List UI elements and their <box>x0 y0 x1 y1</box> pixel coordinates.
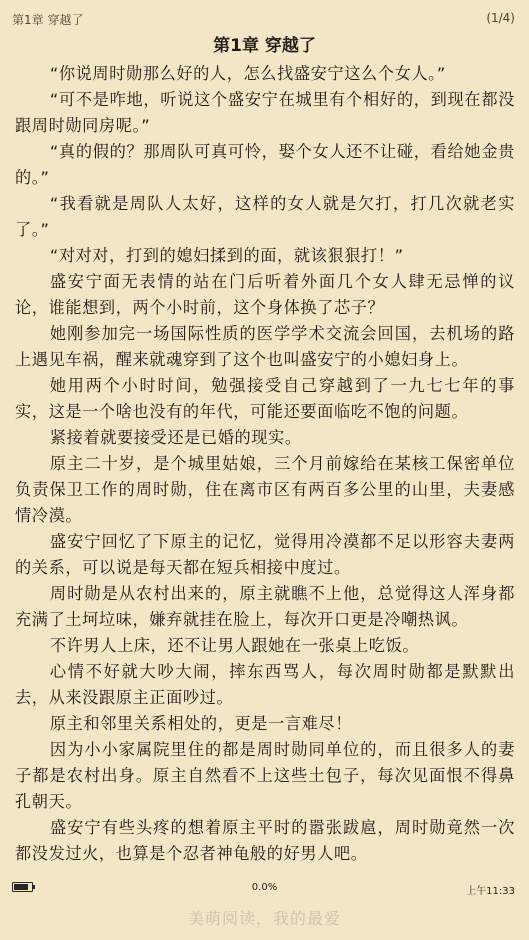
paragraph: 盛安宁有些头疼的想着原主平时的嚣张跋扈，周时勋竟然一次都没发过火，也算是个忍者神龟般的好男人吧。 <box>15 818 515 863</box>
paragraph: 原主二十岁，是个城里姑娘，三个月前嫁给在某核工保密单位负责保卫工作的周时勋，住在离市区有两百多公里的山里，夫妻感情冷漠。 <box>15 454 515 525</box>
app-slogan-footer: 美萌阅读，我的最爱 <box>187 909 341 928</box>
paragraph: 盛安宁回忆了下原主的记忆，觉得用冷漠都不足以形容夫妻两的关系，可以说是每天都在短兵相接中度过。 <box>15 532 515 577</box>
paragraph: 她用两个小时时间，勉强接受自己穿越到了一九七七年的事实，这是一个啥也没有的年代，可能还要面临吃不饱的问题。 <box>15 376 515 421</box>
reader-header <box>0 0 529 34</box>
page-indicator: (1/4) <box>486 11 515 25</box>
paragraph: “真的假的？那周队可真可怜，娶个女人还不让碰，看给她金贵的。” <box>15 142 515 187</box>
reading-content[interactable] <box>15 61 515 867</box>
reader-status-bar <box>0 876 529 898</box>
chapter-header-label: 第1章 穿越了 <box>12 13 84 27</box>
paragraph: “对对对，打到的媳妇揉到的面，就该狠狠打！” <box>49 246 404 265</box>
clock-time: 上午11:33 <box>466 886 515 897</box>
chapter-title: 第1章 穿越了 <box>213 36 316 56</box>
paragraph: 周时勋是从农村出来的，原主就瞧不上他，总觉得这人浑身都充满了土坷垃味，嫌弃就挂在脸上，每次开口更是冷嘲热讽。 <box>15 584 515 629</box>
paragraph: 原主和邻里关系相处的，更是一言难尽！ <box>49 714 353 733</box>
reading-progress: 0.0% <box>251 882 278 893</box>
paragraph: 心情不好就大吵大闹，摔东西骂人，每次周时勋都是默默出去，从来没跟原主正面吵过。 <box>15 662 515 707</box>
paragraph: 不许男人上床，还不让男人跟她在一张桌上吃饭。 <box>49 636 420 655</box>
paragraph: 盛安宁面无表情的站在门后听着外面几个女人肆无忌惮的议论，谁能想到，两个小时前，这个身体换了芯子？ <box>15 272 515 317</box>
paragraph: 因为小小家属院里住的都是周时勋同单位的，而且很多人的妻子都是农村出身。原主自然看不上这些土包子，每次见面恨不得鼻孔朝天。 <box>15 740 515 811</box>
paragraph: 她刚参加完一场国际性质的医学学术交流会回国，去机场的路上遇见车祸，醒来就魂穿到了这个也叫盛安宁的小媳妇身上。 <box>15 324 515 369</box>
paragraph: “我看就是周队人太好，这样的女人就是欠打，打几次就老实了。” <box>15 194 515 239</box>
paragraph: “可不是咋地，听说这个盛安宁在城里有个相好的，到现在都没跟周时勋同房呢。” <box>15 90 515 135</box>
paragraph: 紧接着就要接受还是已婚的现实。 <box>49 428 302 447</box>
paragraph: “你说周时勋那么好的人，怎么找盛安宁这么个女人。” <box>49 64 446 83</box>
